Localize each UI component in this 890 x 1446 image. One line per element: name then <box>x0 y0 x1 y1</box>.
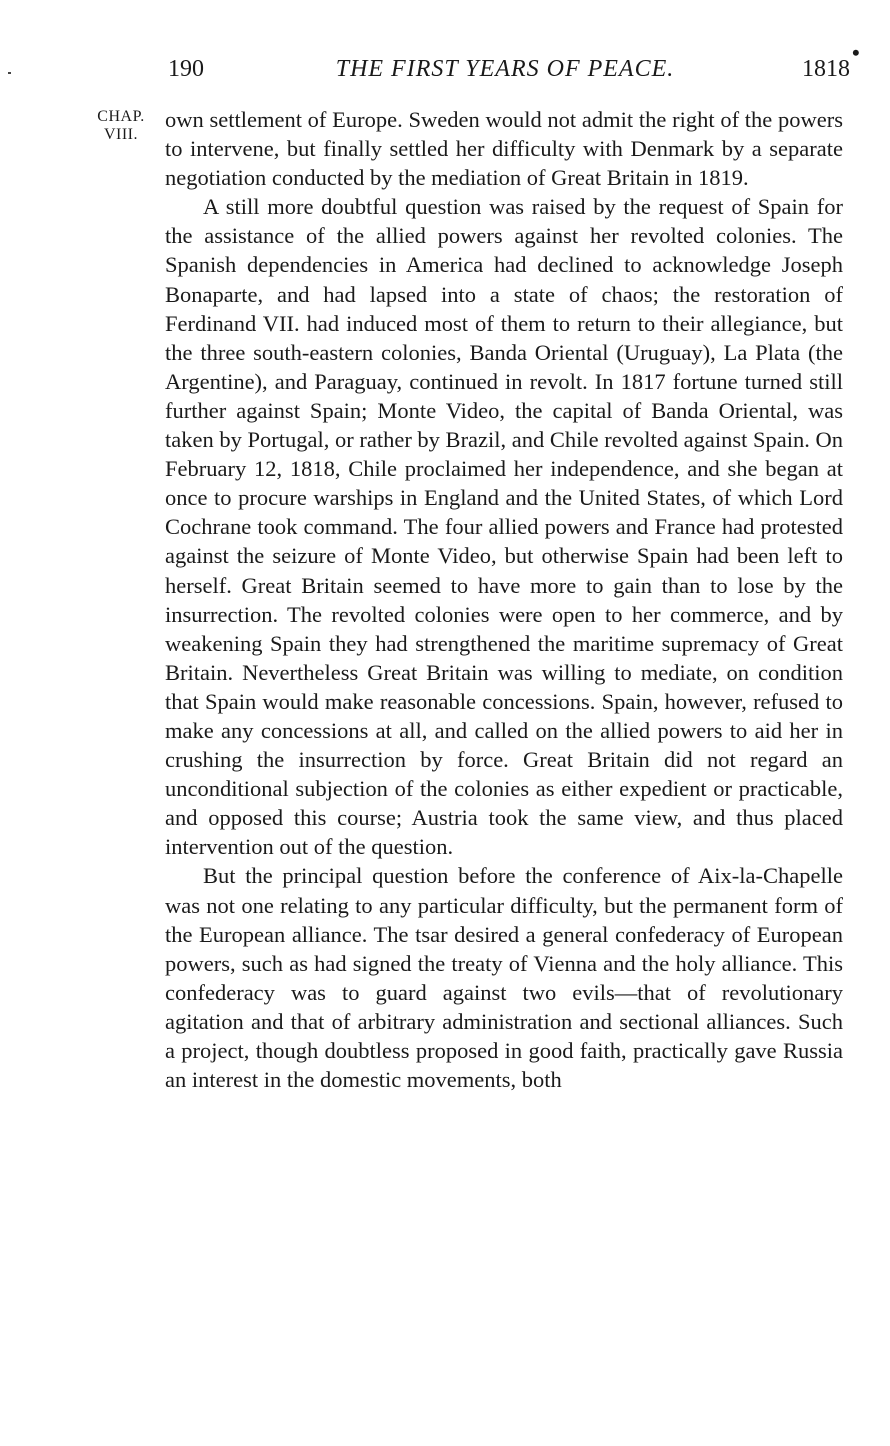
chapter-label-chap: CHAP. <box>97 108 145 125</box>
running-header <box>160 56 850 90</box>
paragraph-2: A still more doubtful question was raised by the request of Spain for the assistance of the allied powers against her revolted colonies. The Spanish dependencies in America had declined to acknowledge Joseph Bonaparte, and had lapsed into a state of chaos; the restoration of Ferdinand VII. had induced most of them to return to their allegiance, but the three south-eastern colonies, Banda Oriental (Uruguay), La Plata (the Argentine), and Paraguay, continued in revolt. In 1817 fortune turned still further against Spain; Monte Video, the capital of Banda Oriental, was taken by Portugal, or rather by Brazil, and Chile revolted against Spain. On February 12, 1818, Chile proclaimed her independence, and she began at once to procure warships in England and the United States, of which Lord Cochrane took command. The four allied powers and France had protested against the seizure of Monte Video, but otherwise Spain had been left to herself. Great Britain seemed to have more to gain than to lose by the insurrection. The revolted colonies were open to her commerce, and by weakening Spain they had strengthened the maritime supremacy of Great Britain. Nevertheless Great Britain was willing to mediate, on condition that Spain would make reasonable concessions. Spain, however, refused to make any concessions at all, and called on the allied powers to aid her in crushing the insurrection by force. Great Britain did not regard an unconditional subjection of the colonies as either expedient or practicable, and opposed this course; Austria took the same view, and thus placed intervention out of the question. <box>165 194 843 860</box>
stray-ink-dot <box>8 72 11 74</box>
paragraph-3: But the principal question before the conference of Aix-la-Chapelle was not one relating to any particular difficulty, but the permanent form of the European alliance. The tsar desired a general confederacy of European powers, such as had signed the treaty of Vienna and the holy alliance. This confederacy was to guard against two evils—that of revolutionary agitation and that of arbitrary administration and sectional alliances. Such a project, though doubtless proposed in good faith, practically gave Russia an interest in the domestic movements, both <box>165 863 843 1093</box>
chapter-label-number: VIII. <box>103 126 139 143</box>
page-number: 190 <box>168 56 204 82</box>
asterisk-mark: • <box>852 40 860 65</box>
header-year: 1818 <box>802 56 850 82</box>
running-title: THE FIRST YEARS OF PEACE. <box>335 56 675 82</box>
chapter-margin-note <box>86 108 156 144</box>
paragraph-1: own settlement of Europe. Sweden would not admit the right of the powers to intervene, but finally settled her difficulty with Denmark by a separate negotiation conducted by the mediation of Great Britain in 1819. <box>165 107 843 191</box>
body-text <box>165 105 843 1094</box>
